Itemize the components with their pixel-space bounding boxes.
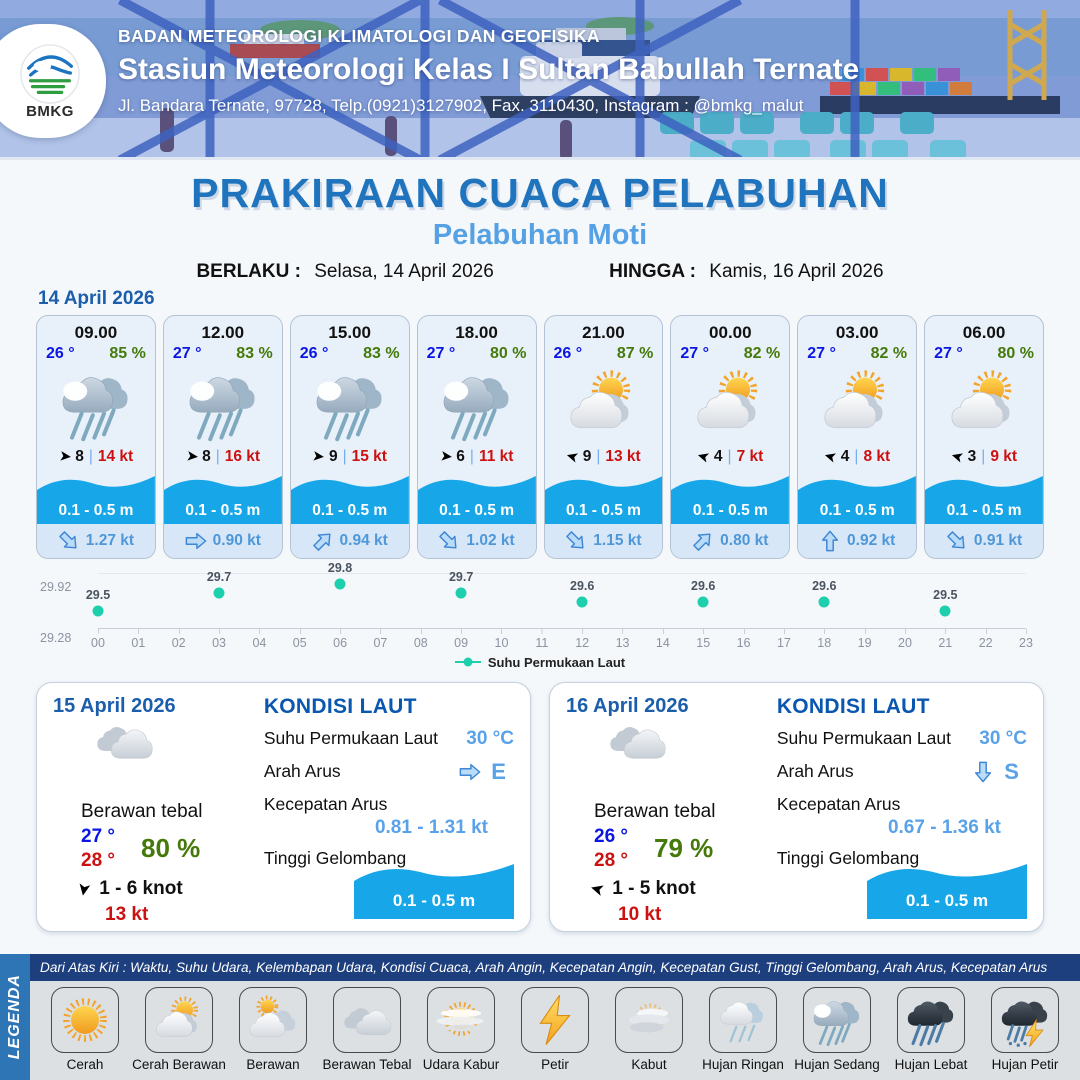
legend-item: Udara Kabur	[416, 987, 506, 1072]
sst-plot	[85, 561, 1026, 629]
temperature: 27 °	[426, 344, 456, 362]
humidity: 85 %	[109, 344, 146, 362]
forecast-time: 09.00	[74, 322, 118, 342]
separator: |	[342, 447, 347, 465]
current-speed: 0.90 kt	[164, 524, 282, 558]
station-name: Stasiun Meteorologi Kelas I Sultan Babullah Ternate	[118, 53, 860, 86]
x-axis-tick: 06	[333, 635, 348, 650]
wind-speed: 8	[75, 447, 84, 465]
wind-speed: 4	[840, 447, 850, 465]
arah-arus-label: Arah Arus	[776, 761, 854, 782]
gust-speed: 10 kt	[618, 904, 662, 926]
current-direction-icon	[185, 530, 207, 552]
gust-speed: 14 kt	[97, 447, 134, 465]
validity-period	[0, 261, 1080, 283]
wave-height: 0.1 - 0.5 m	[418, 470, 536, 524]
humidity: 80 %	[141, 833, 201, 864]
gust-speed: 16 kt	[224, 447, 261, 465]
sst-data-label: 29.6	[812, 578, 837, 593]
title-section	[0, 160, 1080, 283]
current-direction-icon	[819, 530, 841, 552]
x-axis-tick: 14	[655, 635, 670, 650]
wind-speed: 9	[328, 447, 338, 465]
x-axis-tick: 03	[212, 635, 226, 650]
legend-item: Hujan Lebat	[886, 987, 976, 1072]
y-axis-tick: 29.28	[40, 630, 72, 645]
wind-speed: 6	[456, 447, 465, 465]
sst-label: Suhu Permukaan Laut	[263, 728, 438, 749]
x-axis-tick: 07	[373, 635, 388, 650]
x-axis-tick: 04	[252, 635, 267, 650]
day1-section	[0, 288, 1080, 559]
daily-date: 16 April 2026	[566, 694, 689, 717]
wave-height: 0.1 - 0.5 m	[545, 470, 663, 524]
temperature: 27 °	[172, 344, 202, 362]
x-axis-tick: 18	[817, 635, 832, 650]
x-axis-tick: 01	[131, 635, 146, 650]
berlaku-value: Selasa, 14 April 2026	[314, 260, 494, 282]
humidity: 80 %	[490, 344, 527, 362]
sst-data-point	[214, 588, 225, 599]
sst-value: 30 °C	[466, 727, 514, 749]
hingga-value: Kamis, 16 April 2026	[709, 260, 884, 282]
hujan-lebat-icon	[897, 987, 965, 1053]
forecast-card	[163, 315, 283, 559]
legend-item: Berawan Tebal	[322, 987, 412, 1072]
kecepatan-arus-label: Kecepatan Arus	[776, 793, 901, 814]
wave-height: 0.1 - 0.5 m	[867, 857, 1027, 919]
separator: |	[727, 447, 732, 465]
kecepatan-arus-value: 0.81 - 1.31 kt	[374, 816, 488, 838]
hujan-sedang-icon	[56, 363, 136, 445]
x-axis-tick: 05	[292, 635, 307, 650]
berawan-tebal-icon	[333, 987, 401, 1053]
hujan-sedang-icon	[183, 363, 263, 445]
wind-direction-icon: ➤	[184, 447, 199, 466]
wind-direction-icon: ➤	[695, 446, 713, 467]
gust-speed: 9 kt	[990, 447, 1018, 465]
hujan-sedang-icon	[437, 363, 517, 445]
cerah-berawan-icon	[817, 363, 897, 445]
wind-direction-icon: ➤	[73, 880, 95, 898]
bmkg-logo	[0, 24, 106, 138]
wind-direction-icon: ➤	[948, 446, 966, 467]
wind-direction-icon: ➤	[564, 446, 581, 467]
x-axis-tick: 09	[454, 635, 469, 650]
wave-height: 0.1 - 0.5 m	[925, 470, 1043, 524]
current-speed: 0.91 kt	[925, 524, 1043, 558]
x-axis-tick: 19	[857, 635, 872, 650]
hujan-sedang-icon	[803, 987, 871, 1053]
gust-speed: 15 kt	[351, 447, 387, 465]
separator: |	[596, 447, 601, 465]
wind-direction-icon: ➤	[311, 447, 326, 466]
agency-name: BADAN METEOROLOGI KLIMATOLOGI DAN GEOFISIKA	[118, 26, 600, 46]
x-axis-tick: 10	[494, 635, 509, 650]
wind-speed: 3	[967, 447, 977, 465]
current-speed: 1.15 kt	[545, 524, 663, 558]
separator: |	[215, 447, 220, 465]
gust-speed: 8 kt	[863, 447, 891, 465]
wind-direction-icon: ➤	[587, 878, 607, 901]
temp-min: 27 °	[81, 825, 116, 847]
hujan-ringan-icon	[709, 987, 777, 1053]
sst-label: Suhu Permukaan Laut	[776, 728, 951, 749]
sst-xaxis	[91, 629, 1033, 653]
kecepatan-arus-value: 0.67 - 1.36 kt	[887, 816, 1001, 838]
separator: |	[981, 447, 986, 465]
humidity: 87 %	[616, 344, 654, 362]
wind-speed: 4	[713, 447, 723, 465]
current-speed: 1.27 kt	[37, 524, 155, 558]
temperature: 27 °	[807, 344, 836, 362]
x-axis-tick: 22	[978, 635, 993, 650]
forecast-time: 18.00	[455, 322, 498, 342]
forecast-time: 15.00	[328, 322, 371, 342]
sst-data-point	[819, 596, 830, 607]
x-axis-tick: 11	[535, 635, 549, 650]
header	[0, 0, 1080, 160]
hujan-sedang-icon	[310, 363, 390, 445]
cerah-berawan-icon	[690, 363, 770, 445]
page-title: PRAKIRAAN CUACA PELABUHAN	[191, 170, 889, 216]
legend-description: Dari Atas Kiri : Waktu, Suhu Udara, Kelembapan Udara, Kondisi Cuaca, Arah Angin, Kecepatan Angin, Kecepatan Gust, Tinggi Gelombang, Arah Arus, Kecepatan Arus	[30, 954, 1080, 981]
sst-legend	[36, 655, 1044, 670]
legend-items	[30, 981, 1080, 1080]
sst-data-label: 29.5	[85, 587, 111, 602]
temp-max: 28 °	[81, 849, 116, 871]
weather-condition: Berawan tebal	[81, 800, 203, 822]
harbor-name: Pelabuhan Moti	[432, 218, 648, 251]
sst-data-point	[456, 588, 467, 599]
x-axis-tick: 13	[615, 635, 630, 650]
sst-data-label: 29.5	[933, 587, 958, 602]
sst-data-label: 29.8	[327, 561, 353, 576]
forecast-card	[670, 315, 790, 559]
legend-item: Hujan Petir	[980, 987, 1070, 1072]
forecast-time: 06.00	[962, 322, 1006, 342]
sst-chart	[36, 561, 1044, 670]
daily-date: 15 April 2026	[53, 694, 176, 717]
x-axis-tick: 08	[413, 635, 428, 650]
daily-card	[549, 682, 1044, 932]
current-direction-icon	[307, 525, 338, 556]
udara-kabur-icon	[427, 987, 495, 1053]
sst-data-point	[940, 605, 951, 616]
wave-height: 0.1 - 0.5 m	[798, 470, 916, 524]
humidity: 82 %	[870, 344, 908, 362]
cerah-berawan-icon	[944, 363, 1024, 445]
temperature: 26 °	[299, 344, 329, 362]
temperature: 27 °	[680, 344, 710, 362]
humidity: 83 %	[363, 344, 400, 362]
hujan-petir-icon	[991, 987, 1059, 1053]
current-direction-icon	[688, 525, 719, 556]
wind-speed: 9	[582, 447, 592, 465]
gust-speed: 7 kt	[736, 447, 764, 465]
wave-height: 0.1 - 0.5 m	[291, 470, 409, 524]
forecast-card	[924, 315, 1044, 559]
forecast-time: 03.00	[835, 322, 879, 342]
gust-speed: 11 kt	[478, 447, 514, 465]
separator: |	[469, 447, 474, 465]
current-direction-icon	[434, 525, 465, 556]
day1-date: 14 April 2026	[38, 287, 155, 309]
wind-range: 1 - 6 knot	[99, 878, 183, 900]
berlaku-label: BERLAKU :	[196, 260, 301, 282]
current-direction-icon	[972, 761, 994, 783]
gust-speed: 13 kt	[605, 447, 641, 465]
daily-card	[36, 682, 531, 932]
wind-direction-icon: ➤	[57, 447, 73, 466]
sst-data-point	[93, 605, 104, 616]
wave-height: 0.1 - 0.5 m	[354, 857, 514, 919]
sst-data-point	[577, 596, 588, 607]
berawan-tebal-icon	[95, 722, 181, 788]
current-direction-icon	[561, 525, 592, 556]
sst-data-point	[698, 596, 709, 607]
sst-data-label: 29.6	[570, 578, 595, 593]
forecast-time: 12.00	[201, 322, 245, 342]
sst-data-label: 29.7	[448, 570, 474, 585]
legend-item: Berawan	[228, 987, 318, 1072]
kabut-icon	[615, 987, 683, 1053]
current-speed: 0.94 kt	[291, 524, 409, 558]
berawan-tebal-icon	[608, 722, 694, 788]
current-speed: 0.80 kt	[671, 524, 789, 558]
station-address: Jl. Bandara Ternate, 97728, Telp.(0921)3127902, Fax. 3110430, Instagram : @bmkg_malut	[118, 96, 804, 115]
current-speed: 1.02 kt	[418, 524, 536, 558]
tinggi-gelombang-label: Tinggi Gelombang	[776, 847, 920, 868]
kondisi-laut-heading: KONDISI LAUT	[263, 694, 417, 718]
tinggi-gelombang-label: Tinggi Gelombang	[263, 847, 407, 868]
cerah-berawan-icon	[563, 363, 643, 445]
legend-item: Petir	[510, 987, 600, 1072]
gust-speed: 13 kt	[105, 904, 149, 926]
current-direction-letter: E	[491, 758, 506, 784]
separator: |	[854, 447, 859, 465]
x-axis-tick: 16	[736, 635, 751, 650]
sst-data-point	[335, 579, 346, 590]
wind-direction-icon: ➤	[438, 447, 454, 466]
x-axis-tick: 17	[776, 635, 791, 650]
current-direction-icon	[53, 525, 84, 556]
forecast-card	[36, 315, 156, 559]
bmkg-logo-text: BMKG	[26, 102, 74, 120]
forecast-card	[417, 315, 537, 559]
humidity: 80 %	[997, 344, 1034, 362]
x-axis-tick: 12	[575, 635, 590, 650]
x-axis-tick: 15	[696, 635, 711, 650]
legend-sidebar: LEGENDA	[0, 954, 30, 1080]
sst-value: 30 °C	[979, 727, 1027, 749]
temperature: 27 °	[934, 344, 963, 362]
temperature: 26 °	[553, 344, 583, 362]
arah-arus-label: Arah Arus	[263, 761, 341, 782]
legend-item: Cerah	[40, 987, 130, 1072]
hingga-label: HINGGA :	[609, 260, 696, 282]
wave-height: 0.1 - 0.5 m	[671, 470, 789, 524]
current-direction-letter: S	[1004, 758, 1019, 784]
wind-speed: 8	[202, 447, 211, 465]
x-axis-tick: 21	[938, 635, 953, 650]
daily-section	[36, 682, 1044, 932]
legend-marker-icon	[455, 657, 481, 667]
wave-height: 0.1 - 0.5 m	[164, 470, 282, 524]
separator: |	[88, 447, 93, 465]
cerah-berawan-icon	[145, 987, 213, 1053]
berawan-icon	[239, 987, 307, 1053]
petir-icon	[521, 987, 589, 1053]
legend-item: Hujan Ringan	[698, 987, 788, 1072]
current-direction-icon	[941, 525, 972, 556]
temperature: 26 °	[46, 344, 75, 362]
wind-direction-icon: ➤	[822, 446, 839, 467]
x-axis-tick: 23	[1019, 635, 1033, 650]
wind-range: 1 - 5 knot	[612, 878, 696, 900]
x-axis-tick: 02	[171, 635, 186, 650]
bmkg-logo-icon	[19, 43, 81, 105]
y-axis-tick: 29.92	[40, 579, 72, 594]
cerah-icon	[51, 987, 119, 1053]
temp-min: 26 °	[594, 825, 629, 847]
temp-max: 28 °	[594, 849, 629, 871]
legend-item: Cerah Berawan	[134, 987, 224, 1072]
humidity: 83 %	[236, 344, 273, 362]
forecast-card	[797, 315, 917, 559]
humidity: 82 %	[743, 344, 781, 362]
kondisi-laut-heading: KONDISI LAUT	[776, 694, 930, 718]
legend-label: Suhu Permukaan Laut	[487, 654, 626, 670]
humidity: 79 %	[654, 833, 714, 864]
wave-height: 0.1 - 0.5 m	[37, 470, 155, 524]
x-axis-tick: 00	[91, 635, 105, 650]
forecast-time: 21.00	[582, 322, 625, 342]
forecast-time: 00.00	[709, 322, 752, 342]
weather-condition: Berawan tebal	[594, 800, 716, 822]
forecast-card	[290, 315, 410, 559]
forecast-cards-row	[36, 315, 1044, 559]
sst-data-label: 29.6	[691, 578, 716, 593]
forecast-card	[544, 315, 664, 559]
legend-item: Kabut	[604, 987, 694, 1072]
sst-data-label: 29.7	[206, 570, 232, 585]
current-direction-icon	[459, 761, 481, 783]
x-axis-tick: 20	[898, 635, 912, 650]
current-speed: 0.92 kt	[798, 524, 916, 558]
legend-item: Hujan Sedang	[792, 987, 882, 1072]
legend	[0, 954, 1080, 1080]
kecepatan-arus-label: Kecepatan Arus	[263, 793, 388, 814]
